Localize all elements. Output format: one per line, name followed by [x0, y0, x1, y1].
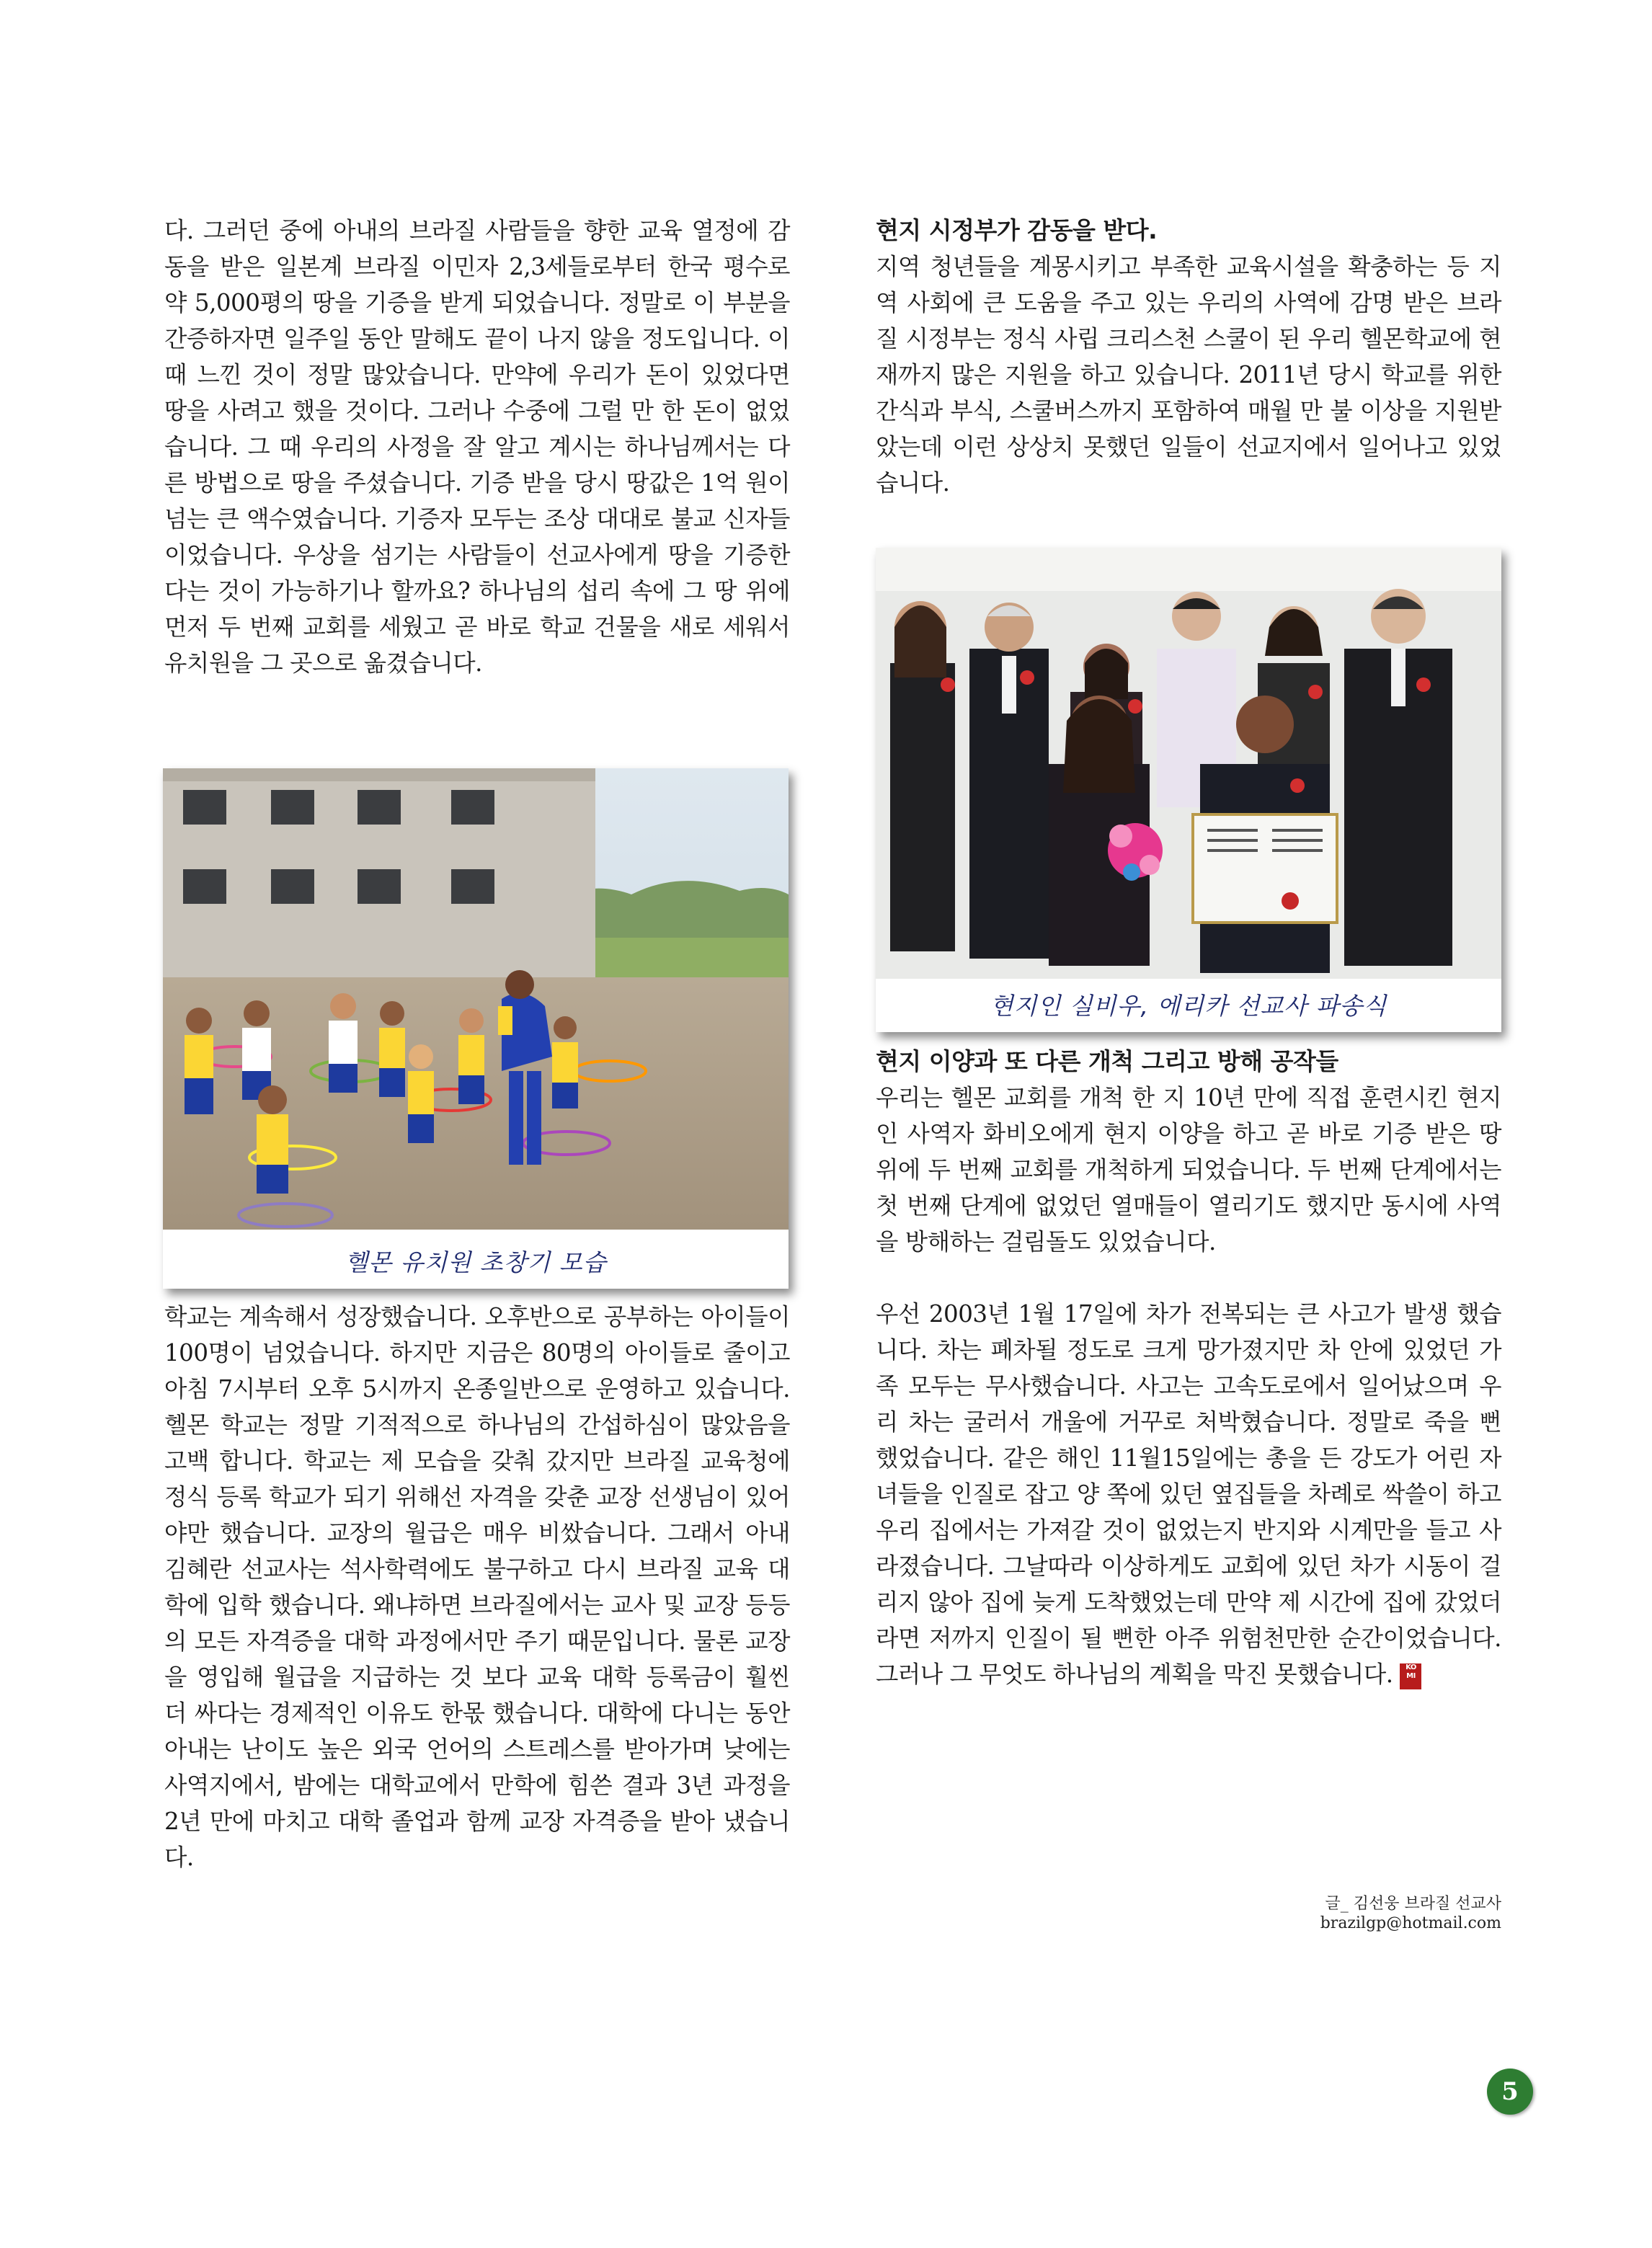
ceremony-photo — [876, 548, 1501, 979]
right-column — [876, 213, 1501, 501]
kindergarten-photo-caption: 헬몬 유치원 초창기 모습 — [345, 1248, 607, 1276]
author-email: brazilgp@hotmail.com — [1320, 1914, 1501, 1932]
ceremony-photo-frame — [876, 548, 1501, 1032]
left-paragraph-2: 학교는 계속해서 성장했습니다. 오후반으로 공부하는 아이들이 100명이 넘었습니다. 하지만 지금은 80명의 아이들로 줄이고 아침 7시부터 오후 5시까지 온종일반으로 운영하고 있습니다. 헬몬 학교는 정말 기적적으로 하나님의 간섭하심이 많았음을 고백 합니다. 학교는 제 모습을 갖춰 갔지만 브라질 교육청에 정식 등록 학교가 되기 위해선 자격을 갖춘 교장 선생님이 있어야만 했습니다. 교장의 월급은 매우 비쌌습니다. 그래서 아내 김혜란 선교사는 석사학력에도 불구하고 다시 브라질 교육 대학에 입학 했습니다. 왜냐하면 브라질에서는 교사 및 교장 등등의 모든 자격증을 대학 과정에서만 주기 때문입니다. 물론 교장을 영입해 월급을 지급하는 것 보다 교육 대학 등록금이 훨씬 더 싸다는 경제적인 이유도 한몫 했습니다. 대학에 다니는 동안 아내는 난이도 높은 외국 언어의 스트레스를 받아가며 낮에는 사역지에서, 밤에는 대학교에서 만학에 힘쓴 결과 3년 과정을 2년 만에 마치고 대학 졸업과 함께 교장 자격증을 받아 냈습니다. — [164, 1303, 790, 1871]
right-paragraph-3 — [876, 1296, 1501, 1692]
end-mark-logo: KO MI — [1400, 1663, 1421, 1689]
author-credit — [1320, 1894, 1501, 1933]
kindergarten-photo — [163, 768, 789, 1230]
right-paragraph-3-text: 우선 2003년 1월 17일에 차가 전복되는 큰 사고가 발생 했습니다. 차는 폐차될 정도로 크게 망가졌지만 차 안에 있었던 가족 모두는 무사했습니다. 사고는 고속도로에서 일어났으며 우리 차는 굴러서 개울에 거꾸로 처박혔습니다. 정말로 죽을 뻔 했었습니다. 같은 해인 11월15일에는 총을 든 강도가 어린 자녀들을 인질로 잡고 양 쪽에 있던 옆집들을 차례로 싹쓸이 하고 우리 집에서는 가져갈 것이 없었는지 반지와 시계만을 들고 사라졌습니다. 그날따라 이상하게도 교회에 있던 차가 시동이 걸리지 않아 집에 늦게 도착했었는데 만약 제 시간에 집에 갔었더라면 저까지 인질이 될 뻔한 아주 위험천만한 순간이었습니다. 그러나 그 무엇도 하나님의 계획을 막진 못했습니다. — [876, 1300, 1501, 1688]
ceremony-photo-caption: 현지인 실비우, 에리카 선교사 파송식 — [990, 992, 1387, 1020]
right-paragraph-1: 지역 청년들을 계몽시키고 부족한 교육시설을 확충하는 등 지역 사회에 큰 도움을 주고 있는 우리의 사역에 감명 받은 브라질 시정부는 정식 사립 크리스천 스쿨이 된 우리 헬몬학교에 현재까지 많은 지원을 하고 있습니다. 2011년 당시 학교를 위한 간식과 부식, 스쿨버스까지 포함하여 매월 만 불 이상을 지원받았는데 이런 상상치 못했던 일들이 선교지에서 일어나고 있었습니다. — [876, 253, 1501, 497]
author-name: 글_ 김선웅 브라질 선교사 — [1325, 1895, 1501, 1913]
section-heading-handover: 현지 이양과 또 다른 개척 그리고 방해 공작들 — [876, 1047, 1338, 1075]
right-paragraph-2: 우리는 헬몬 교회를 개척 한 지 10년 만에 직접 훈련시킨 현지인 사역자 화비오에게 현지 이양을 하고 곧 바로 기증 받은 땅위에 두 번째 교회를 개척하게 되었습니다. 두 번째 단계에서는 첫 번째 단계에 없었던 열매들이 열리기도 했지만 동시에 사역을 방해하는 걸림돌도 있었습니다. — [876, 1084, 1501, 1256]
left-paragraph-1: 다. 그러던 중에 아내의 브라질 사람들을 향한 교육 열정에 감동을 받은 일본계 브라질 이민자 2,3세들로부터 한국 평수로 약 5,000평의 땅을 기증을 받게 되었습니다. 정말로 이 부분을 간증하자면 일주일 동안 말해도 끝이 나지 않을 정도입니다. 이때 느낀 것이 정말 많았습니다. 만약에 우리가 돈이 있었다면 땅을 사려고 했을 것이다. 그러나 수중에 그럴 만 한 돈이 없었습니다. 그 때 우리의 사정을 잘 알고 계시는 하나님께서는 다른 방법으로 땅을 주셨습니다. 기증 받을 당시 땅값은 1억 원이 넘는 큰 액수였습니다. 기증자 모두는 조상 대대로 불교 신자들이었습니다. 우상을 섬기는 사람들이 선교사에게 땅을 기증한다는 것이 가능하기나 할까요? 하나님의 섭리 속에 그 땅 위에 먼저 두 번째 교회를 세웠고 곧 바로 학교 건물을 새로 세워서 유치원을 그 곳으로 옮겼습니다. — [164, 217, 790, 677]
left-column-lower — [164, 1299, 790, 1875]
left-column — [164, 213, 790, 681]
page-number-badge: 5 — [1487, 2069, 1533, 2115]
kindergarten-photo-frame — [163, 768, 789, 1289]
section-heading-city-government: 현지 시정부가 감동을 받다. — [876, 216, 1158, 244]
right-column-lower — [876, 1044, 1501, 1692]
